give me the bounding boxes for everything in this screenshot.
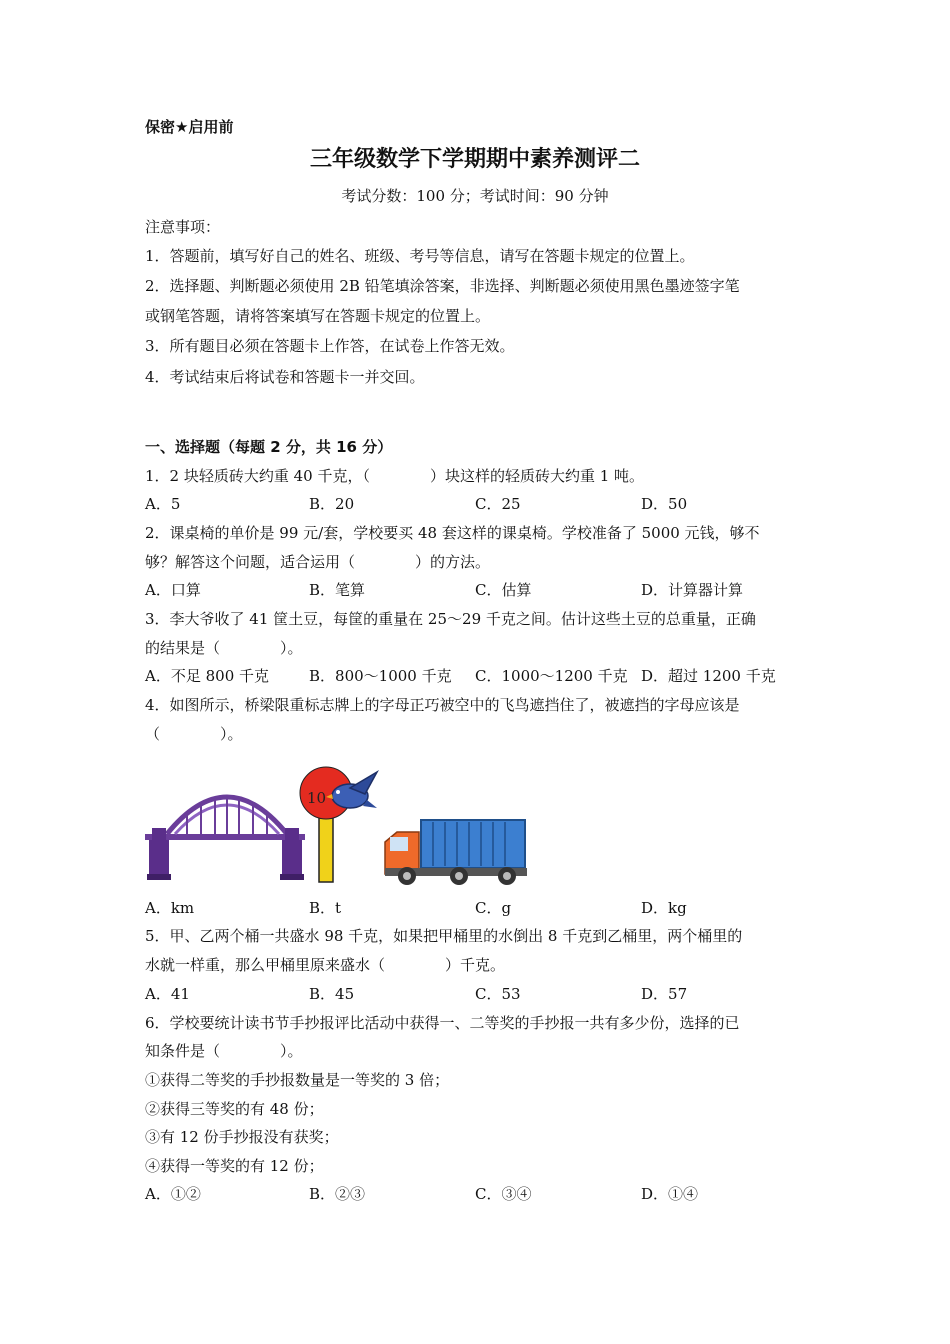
- question-4-options: [145, 898, 805, 918]
- condition-1: ①获得二等奖的手抄报数量是一等奖的 3 倍；: [145, 1071, 450, 1089]
- option-b: B．45: [309, 985, 355, 1003]
- question-6-options: [145, 1184, 805, 1204]
- question-4-text: （ ）。: [145, 725, 243, 743]
- option-d: D．50: [641, 495, 688, 513]
- question-6-text: 知条件是（ ）。: [145, 1042, 303, 1060]
- section-heading: 一、选择题（每题 2 分，共 16 分）: [145, 438, 393, 456]
- option-b: B．笔算: [309, 581, 366, 599]
- question-4-text: 4．如图所示，桥梁限重标志牌上的字母正巧被空中的飞鸟遮挡住了，被遮挡的字母应该是: [145, 696, 740, 714]
- note-line: 4．考试结束后将试卷和答题卡一并交回。: [145, 368, 425, 386]
- truck-illustration: [385, 820, 527, 885]
- note-line: 1．答题前，填写好自己的姓名、班级、考号等信息，请写在答题卡规定的位置上。: [145, 247, 695, 265]
- option-c: C．g: [475, 899, 512, 917]
- option-c: C．53: [475, 985, 521, 1003]
- option-c: C．估算: [475, 581, 532, 599]
- question-2-text: 够？解答这个问题，适合运用（ ）的方法。: [145, 553, 491, 571]
- question-3-text: 3．李大爷收了 41 筐土豆，每筐的重量在 25～29 千克之间。估计这些土豆的总重量，正确: [145, 610, 756, 628]
- confidential-label: 保密★启用前: [145, 118, 234, 136]
- question-5-options: [145, 984, 805, 1004]
- option-d: D．计算器计算: [641, 581, 744, 599]
- question-4-figure: [145, 762, 535, 887]
- question-6-text: 6．学校要统计读书节手抄报评比活动中获得一、二等奖的手抄报一共有多少份，选择的已: [145, 1014, 740, 1032]
- note-line: 2．选择题、判断题必须使用 2B 铅笔填涂答案，非选择、判断题必须使用黑色墨迹签字笔: [145, 277, 740, 295]
- exam-info: 考试分数：100 分；考试时间：90 分钟: [341, 187, 609, 205]
- option-b: B．800～1000 千克: [309, 667, 452, 685]
- bridge-illustration: [145, 796, 305, 880]
- question-5-text: 水就一样重，那么甲桶里原来盛水（ ）千克。: [145, 956, 506, 974]
- option-c: C．1000～1200 千克: [475, 667, 628, 685]
- question-2-text: 2．课桌椅的单价是 99 元/套，学校要买 48 套这样的课桌椅。学校准备了 5000 元钱，够不: [145, 524, 760, 542]
- note-line: 3．所有题目必须在答题卡上作答，在试卷上作答无效。: [145, 337, 515, 355]
- option-a: A．km: [145, 899, 195, 917]
- option-b: B．20: [309, 495, 355, 513]
- condition-2: ②获得三等奖的有 48 份；: [145, 1100, 324, 1118]
- note-line: 或钢笔答题，请将答案填写在答题卡规定的位置上。: [145, 307, 491, 325]
- question-2-options: [145, 580, 805, 600]
- option-a: A．5: [145, 495, 181, 513]
- option-d: D．kg: [641, 899, 687, 917]
- question-3-options: [145, 666, 805, 686]
- notes-heading: 注意事项：: [145, 218, 221, 236]
- question-3-text: 的结果是（ ）。: [145, 639, 303, 657]
- question-1-text: 1．2 块轻质砖大约重 40 千克，（ ）块这样的轻质砖大约重 1 吨。: [145, 467, 645, 485]
- option-c: C．③④: [475, 1185, 532, 1203]
- question-5-text: 5．甲、乙两个桶一共盛水 98 千克，如果把甲桶里的水倒出 8 千克到乙桶里，两个桶里的: [145, 927, 743, 945]
- option-d: D．①④: [641, 1185, 699, 1203]
- option-d: D．超过 1200 千克: [641, 667, 776, 685]
- condition-4: ④获得一等奖的有 12 份；: [145, 1157, 324, 1175]
- option-a: A．①②: [145, 1185, 201, 1203]
- condition-3: ③有 12 份手抄报没有获奖；: [145, 1128, 339, 1146]
- option-c: C．25: [475, 495, 521, 513]
- option-d: D．57: [641, 985, 688, 1003]
- option-b: B．②③: [309, 1185, 366, 1203]
- option-a: A．不足 800 千克: [145, 667, 269, 685]
- option-a: A．口算: [145, 581, 201, 599]
- page-title: 三年级数学下学期期中素养测评二: [309, 147, 640, 172]
- option-b: B．t: [309, 899, 342, 917]
- question-1-options: [145, 494, 805, 514]
- option-a: A．41: [145, 985, 190, 1003]
- sign-number: 10: [307, 789, 327, 807]
